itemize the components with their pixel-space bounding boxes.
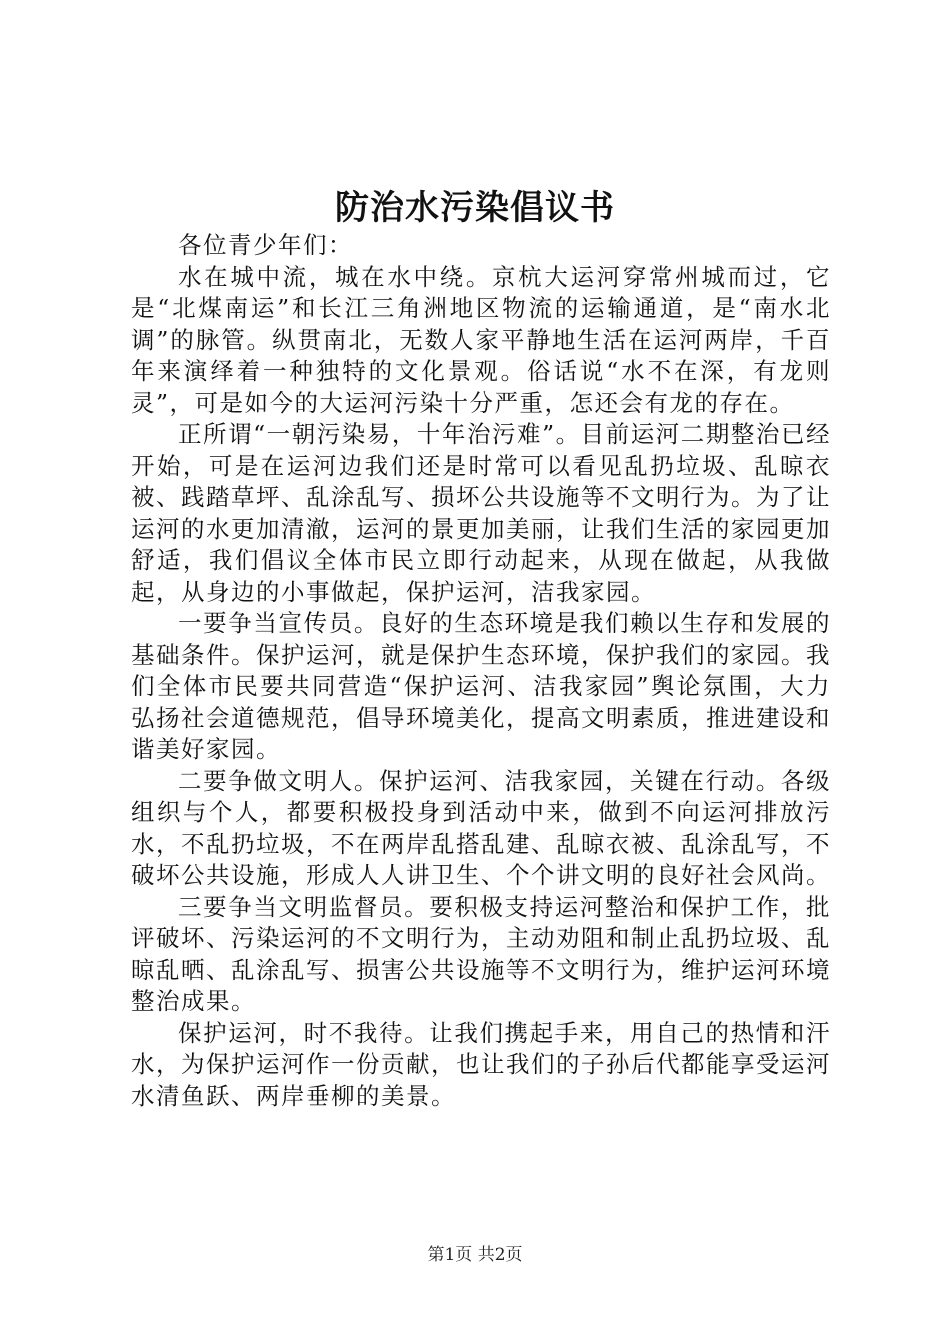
page-footer: 第1页 共2页 [427,1245,523,1265]
salutation: 各位青少年们： [178,231,353,259]
document-title: 防治水污染倡议书 [335,188,615,228]
paragraph-5: 三要争当文明监督员。要积极支持运河整治和保护工作，批评破坏、污染运河的不文明行为，主动劝阻和制止乱扔垃圾、乱晾乱晒、乱涂乱写、损害公共设施等不文明行为，维护运河环境整治成果。 [131,892,831,1015]
document-body [131,230,831,1112]
paragraph-3: 一要争当宣传员。良好的生态环境是我们赖以生存和发展的基础条件。保护运河，就是保护生态环境，保护我们的家园。我们全体市民要共同营造“保护运河、洁我家园”舆论氛围，大力弘扬社会道德规范，倡导环境美化，提高文明素质，推进建设和谐美好家园。 [131,609,831,763]
paragraph-4: 二要争做文明人。保护运河、洁我家园，关键在行动。各级组织与个人，都要积极投身到活动中来，做到不向运河排放污水，不乱扔垃圾，不在两岸乱搭乱建、乱晾衣被、乱涂乱写，不破坏公共设施，形成人人讲卫生、个个讲文明的良好社会风尚。 [131,766,831,889]
paragraph-1: 水在城中流，城在水中绕。京杭大运河穿常州城而过，它是“北煤南运”和长江三角洲地区物流的运输通道，是“南水北调”的脉管。纵贯南北，无数人家平静地生活在运河两岸，千百年来演绎着一种独特的文化景观。俗话说“水不在深，有龙则灵”，可是如今的大运河污染十分严重，怎还会有龙的存在。 [131,262,831,417]
paragraph-2: 正所谓“一朝污染易，十年治污难”。目前运河二期整治已经开始，可是在运河边我们还是时常可以看见乱扔垃圾、乱晾衣被、践踏草坪、乱涂乱写、损坏公共设施等不文明行为。为了让运河的水更加清澈，运河的景更加美丽，让我们生活的家园更加舒适，我们倡议全体市民立即行动起来，从现在做起，从我做起，从身边的小事做起，保护运河，洁我家园。 [131,420,831,606]
paragraph-6: 保护运河，时不我待。让我们携起手来，用自己的热情和汗水，为保护运河作一份贡献，也让我们的子孙后代都能享受运河水清鱼跃、两岸垂柳的美景。 [131,1018,831,1110]
